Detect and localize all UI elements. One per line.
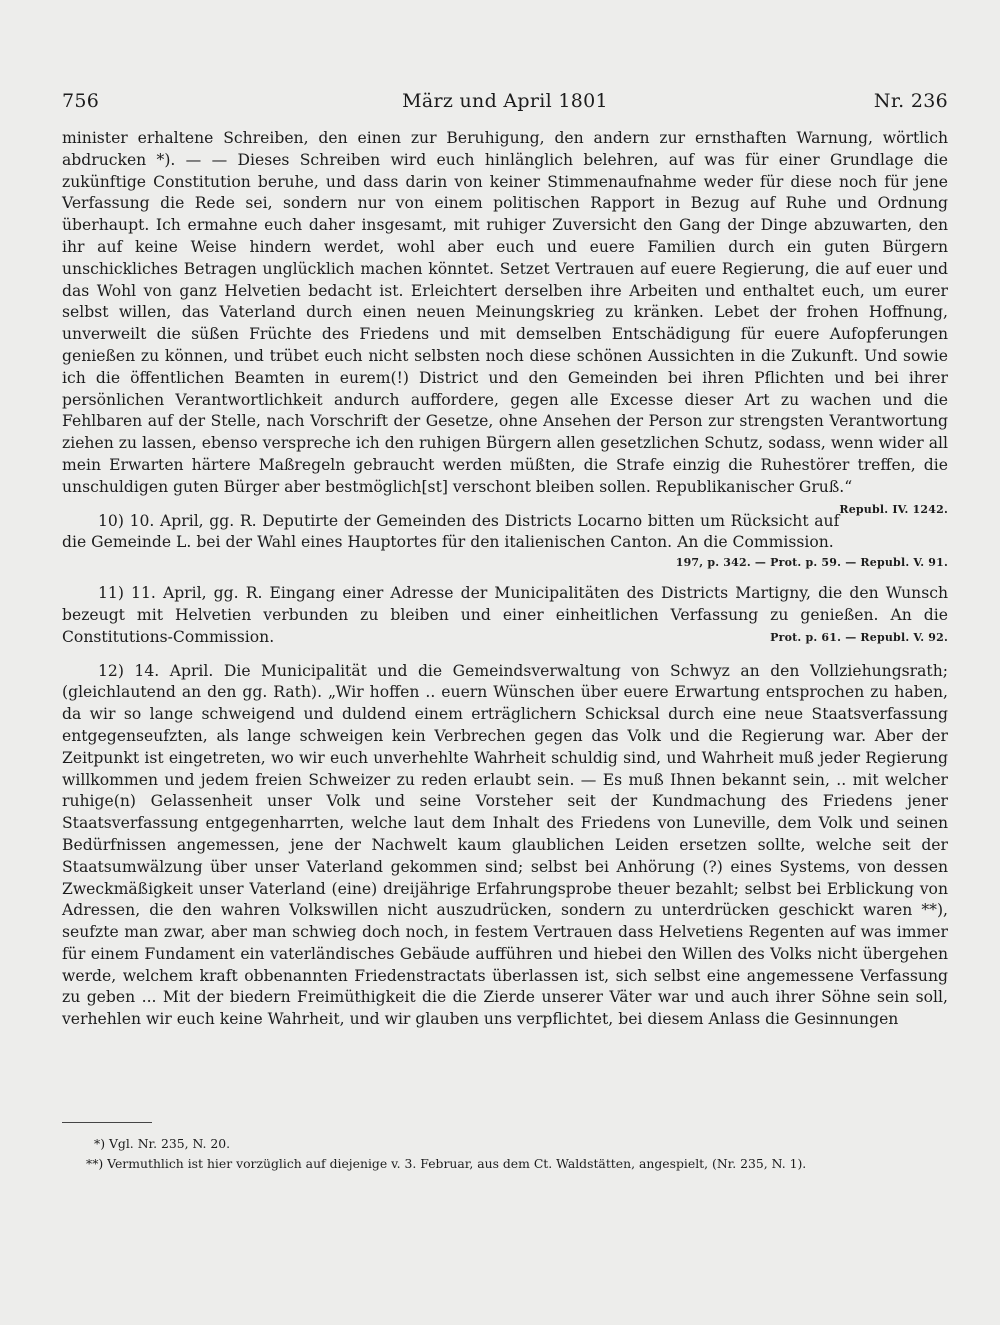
footnote-1: *) Vgl. Nr. 235, N. 20. xyxy=(94,1136,231,1151)
footnote-rule xyxy=(62,1122,152,1123)
entry-text: 12) 14. April. Die Municipalität und die Gemeindsverwaltung von Schwyz an den Vollziehungsrath; (gleichlautend an den gg. Rath). „Wir hoffen .. euern Wünschen über euere Erwartung entsprochen zu haben, da wir so lange schweigend und duldend einem erträglichern Schicksal durch eine neue Staatsverfassung entgegenseufzten, als lange schweigen kein Verbrechen gegen das Volk und die Regierung war. Aber der Zeitpunkt ist eingetreten, wo wir euch unverhehlte Wahrheit schuldig sind, und Wahrheit muß jeder Regierung willkommen und jedem freien Schweizer zu reden erlaubt sein. — Es muß Ihnen bekannt sein, .. mit welcher ruhige(n) Gelassenheit unser Volk und seine Vorsteher seit der Kundmachung des Friedens jener Staatsverfassung entgegenharrten, welche laut dem Inhalt des Friedens von Luneville, dem Volk und seinen Bedürfnissen angemessen, jene der Nachwelt kaum glaublichen Leiden ersetzen sollte, welche seit der Staatsumwälzung über unser Vaterland gekommen sind; selbst bei Anhörung (?) eines Systems, von dessen Zweckmäßigkeit unser Vaterland (eine) dreijährige Erfahrungsprobe theuer bezahlt; selbst bei Erblickung von Adressen, die den wahren Volkswillen nicht auszudrücken, sondern zu unterdrücken geschickt waren **), seufzte man zwar, aber man schwieg doch noch, in festem Vertrauen dass Helvetiens Regenten auf was immer für einem Fundament ein vaterländisches Gebäude aufführen und hiebei den Willen des Volks nicht übergehen werde, welchem kraft obbenannten Friedenstractats überlassen ist, sich selbst eine angemessene Verfassung zu geben ... Mit der biedern Freimüthigkeit die die Zierde unserer Väter war und auch ihrer Söhne sein soll, verhehlen wir euch keine Wahrheit, und wir glauben uns verpflichtet, bei diesem Anlass die Gesinnungen xyxy=(62,661,948,1029)
document-entry-10 xyxy=(62,511,948,555)
page-body xyxy=(62,128,948,1031)
footnotes xyxy=(62,1122,948,1174)
continuation-paragraph xyxy=(62,128,948,516)
entry-text: 11) 11. April, gg. R. Eingang einer Adresse der Municipalitäten des Districts Martigny, die den Wunsch bezeugt mit Helvetien verbunden zu bleiben und einer einheitlichen Verfassung zu genießen. An die Constitutions-Commission. xyxy=(62,584,948,646)
continuation-text: minister erhaltene Schreiben, den einen zur Beruhigung, den andern zur ernsthaften Warnung, wörtlich abdrucken *). — — Dieses Schreiben wird euch hinlänglich belehren, auf was für einer Grundlage die zukünftige Constitution beruhe, und dass darin von keiner Stimmenaufnahme weder für diese noch für jene Verfassung die Rede sei, sondern nur von einem politischen Rapport in Bezug auf Ruhe und Ordnung überhaupt. Ich ermahne euch daher insgesamt, mit ruhiger Zuversicht den Gang der Dinge abzuwarten, den ihr auf keine Weise hindern werdet, wohl aber euch und euere Familien durch ein guten Bürgern unschickliches Betragen unglücklich machen könntet. Setzet Vertrauen auf euere Regierung, die auf euer und das Wohl von ganz Helvetien bedacht ist. Erleichtert derselben ihre Arbeiten und enthaltet euch, um eurer selbst willen, das Vaterland durch einen neuen Meinungskrieg zu kränken. Lebet der frohen Hoffnung, unverweilt die süßen Früchte des Friedens und mit demselben Entschädigung für euere Aufopferungen genießen zu können, und trübet euch nicht selbsten noch diese schönen Aussichten in die Zukunft. Und sowie ich die öffentlichen Beamten in eurem(!) District und den Gemeinden bei ihren Pflichten und bei ihrer persönlichen Verantwortlichkeit andurch auffordere, gegen alle Excesse dieser Art zu wachen und die Fehlbaren auf der Stelle, nach Vorschrift der Gesetze, ohne Ansehen der Person zur strengsten Verantwortung ziehen zu lassen, ebenso verspreche ich den ruhigen Bürgern allen gesetzlichen Schutz, sodass, wenn wider all mein Erwarten härtere Maßregeln gebraucht werden müßten, die Strafe einzig die Ruhestörer treffen, die unschuldigen guten Bürger aber bestmöglich[st] verschont bleiben sollen. Republikanischer Gruß.“ xyxy=(62,129,948,496)
running-title: März und April 1801 xyxy=(402,90,608,112)
citation: Prot. p. 61. — Republ. V. 92. xyxy=(770,630,948,644)
document-entry-11 xyxy=(62,583,948,648)
footnote-2: **) Vermuthlich ist hier vorzüglich auf diejenige v. 3. Februar, aus dem Ct. Waldstätten, angespielt, (Nr. 235, N. 1). xyxy=(86,1156,807,1171)
entry-text: 10) 10. April, gg. R. Deputirte der Gemeinden des Districts Locarno bitten um Rücksicht auf die Gemeinde L. bei der Wahl eines Hauptortes für den italienischen Canton. An die Commission. xyxy=(62,511,840,552)
page-number: 756 xyxy=(62,90,100,112)
document-number: Nr. 236 xyxy=(873,90,948,112)
citation: Republ. IV. 1242. xyxy=(839,502,948,516)
document-entry-12 xyxy=(62,661,948,1032)
page-header xyxy=(62,90,948,116)
citation: 197, p. 342. — Prot. p. 59. — Republ. V. 91. xyxy=(675,556,948,570)
